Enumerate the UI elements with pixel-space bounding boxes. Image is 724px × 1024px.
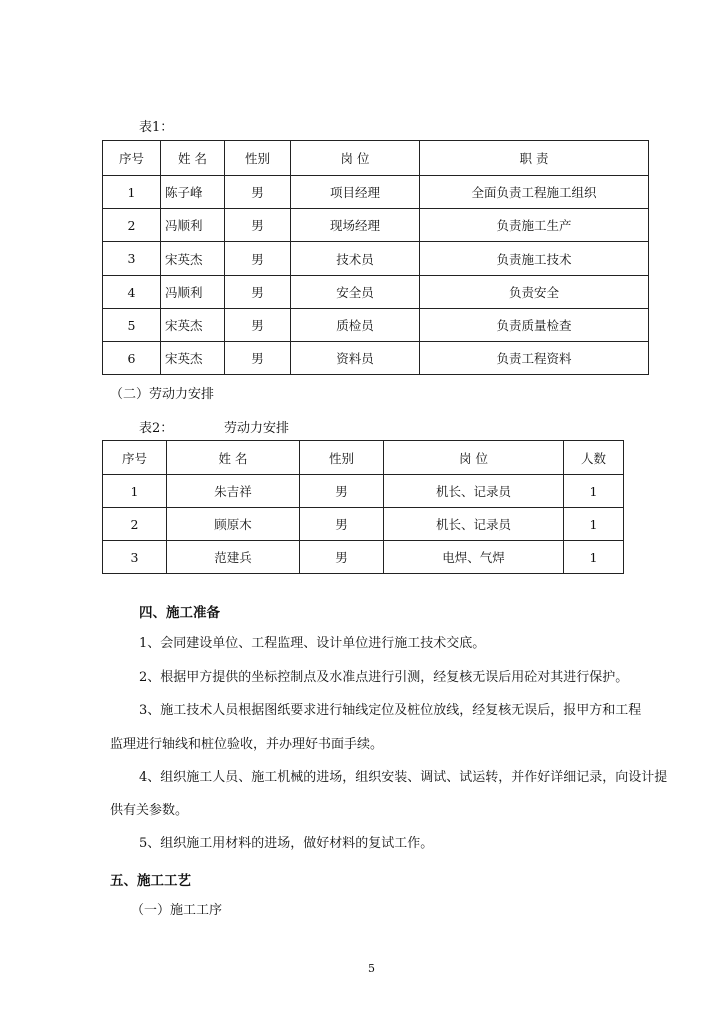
table-cell: 男 [300,508,384,541]
table-cell: 3 [103,242,161,276]
paragraph-line: 1、会同建设单位、工程监理、设计单位进行施工技术交底。 [139,636,486,651]
table-cell: 1 [564,541,624,574]
table-cell: 朱吉祥 [167,475,300,508]
table-cell: 现场经理 [291,209,420,242]
table-cell: 技术员 [291,242,420,276]
paragraph-line: 2、根据甲方提供的坐标控制点及水准点进行引测，经复核无误后用砼对其进行保护。 [139,670,629,685]
table-row [103,342,649,375]
table-cell: 男 [300,541,384,574]
table-cell: 全面负责工程施工组织 [420,176,649,209]
column-header: 性别 [300,441,384,475]
table-cell: 负责质量检查 [420,309,649,342]
column-header: 序号 [103,441,167,475]
table-cell: 1 [564,475,624,508]
column-header: 姓 名 [167,441,300,475]
table-cell: 安全员 [291,276,420,309]
table-row [103,309,649,342]
staff-table [102,140,649,375]
table-cell: 电焊、气焊 [384,541,564,574]
table-cell: 4 [103,276,161,309]
table-cell: 男 [225,209,291,242]
column-header: 人数 [564,441,624,475]
table-cell: 陈子峰 [161,176,225,209]
table-cell: 1 [564,508,624,541]
table-cell: 宋英杰 [161,309,225,342]
table1-caption: 表1： [139,120,174,135]
table-cell: 质检员 [291,309,420,342]
table-cell: 2 [103,508,167,541]
paragraph-line: 供有关参数。 [110,803,189,818]
table-cell: 宋英杰 [161,242,225,276]
table-cell: 机长、记录员 [384,508,564,541]
section-heading-process: 五、施工工艺 [110,873,191,889]
table-row [103,176,649,209]
table-cell: 冯顺利 [161,209,225,242]
table-cell: 资料员 [291,342,420,375]
table-row [103,508,624,541]
column-header: 岗 位 [291,141,420,176]
table-cell: 男 [225,309,291,342]
table-row [103,209,649,242]
table-header-row [103,141,649,176]
paragraph-line: 3、施工技术人员根据图纸要求进行轴线定位及桩位放线，经复核无误后，报甲方和工程 [139,703,642,718]
table-cell: 顾原木 [167,508,300,541]
page-number: 5 [368,962,375,975]
table-cell: 男 [225,276,291,309]
table-cell: 冯顺利 [161,276,225,309]
column-header: 序号 [103,141,161,176]
table-cell: 男 [225,342,291,375]
table-header-row [103,441,624,475]
paragraph-line: 监理进行轴线和桩位验收，并办理好书面手续。 [110,737,384,752]
subsection-heading: （一）施工工序 [131,903,223,918]
table-cell: 负责施工技术 [420,242,649,276]
table-cell: 负责施工生产 [420,209,649,242]
column-header: 岗 位 [384,441,564,475]
table-cell: 2 [103,209,161,242]
table-cell: 1 [103,475,167,508]
table-cell: 项目经理 [291,176,420,209]
table-cell: 5 [103,309,161,342]
table-cell: 机长、记录员 [384,475,564,508]
table-row [103,276,649,309]
table-cell: 男 [300,475,384,508]
table-row [103,541,624,574]
column-header: 性别 [225,141,291,176]
section-heading: （二）劳动力安排 [110,387,215,402]
table-cell: 男 [225,242,291,276]
column-header: 职 责 [420,141,649,176]
table-row [103,242,649,276]
table-cell: 男 [225,176,291,209]
section-heading-prep: 四、施工准备 [139,605,220,621]
column-header: 姓 名 [161,141,225,176]
table-row [103,475,624,508]
table-cell: 1 [103,176,161,209]
labor-table [102,440,624,574]
table-cell: 范建兵 [167,541,300,574]
table-cell: 6 [103,342,161,375]
paragraph-line: 4、组织施工人员、施工机械的进场，组织安装、调试、试运转，并作好详细记录，向设计提 [139,770,668,785]
table-cell: 负责工程资料 [420,342,649,375]
table-cell: 宋英杰 [161,342,225,375]
paragraph-line: 5、组织施工用材料的进场，做好材料的复试工作。 [139,836,434,851]
table2-caption-label: 表2： [139,421,174,436]
table-cell: 负责安全 [420,276,649,309]
table2-caption-title: 劳动力安排 [224,421,290,436]
table-cell: 3 [103,541,167,574]
